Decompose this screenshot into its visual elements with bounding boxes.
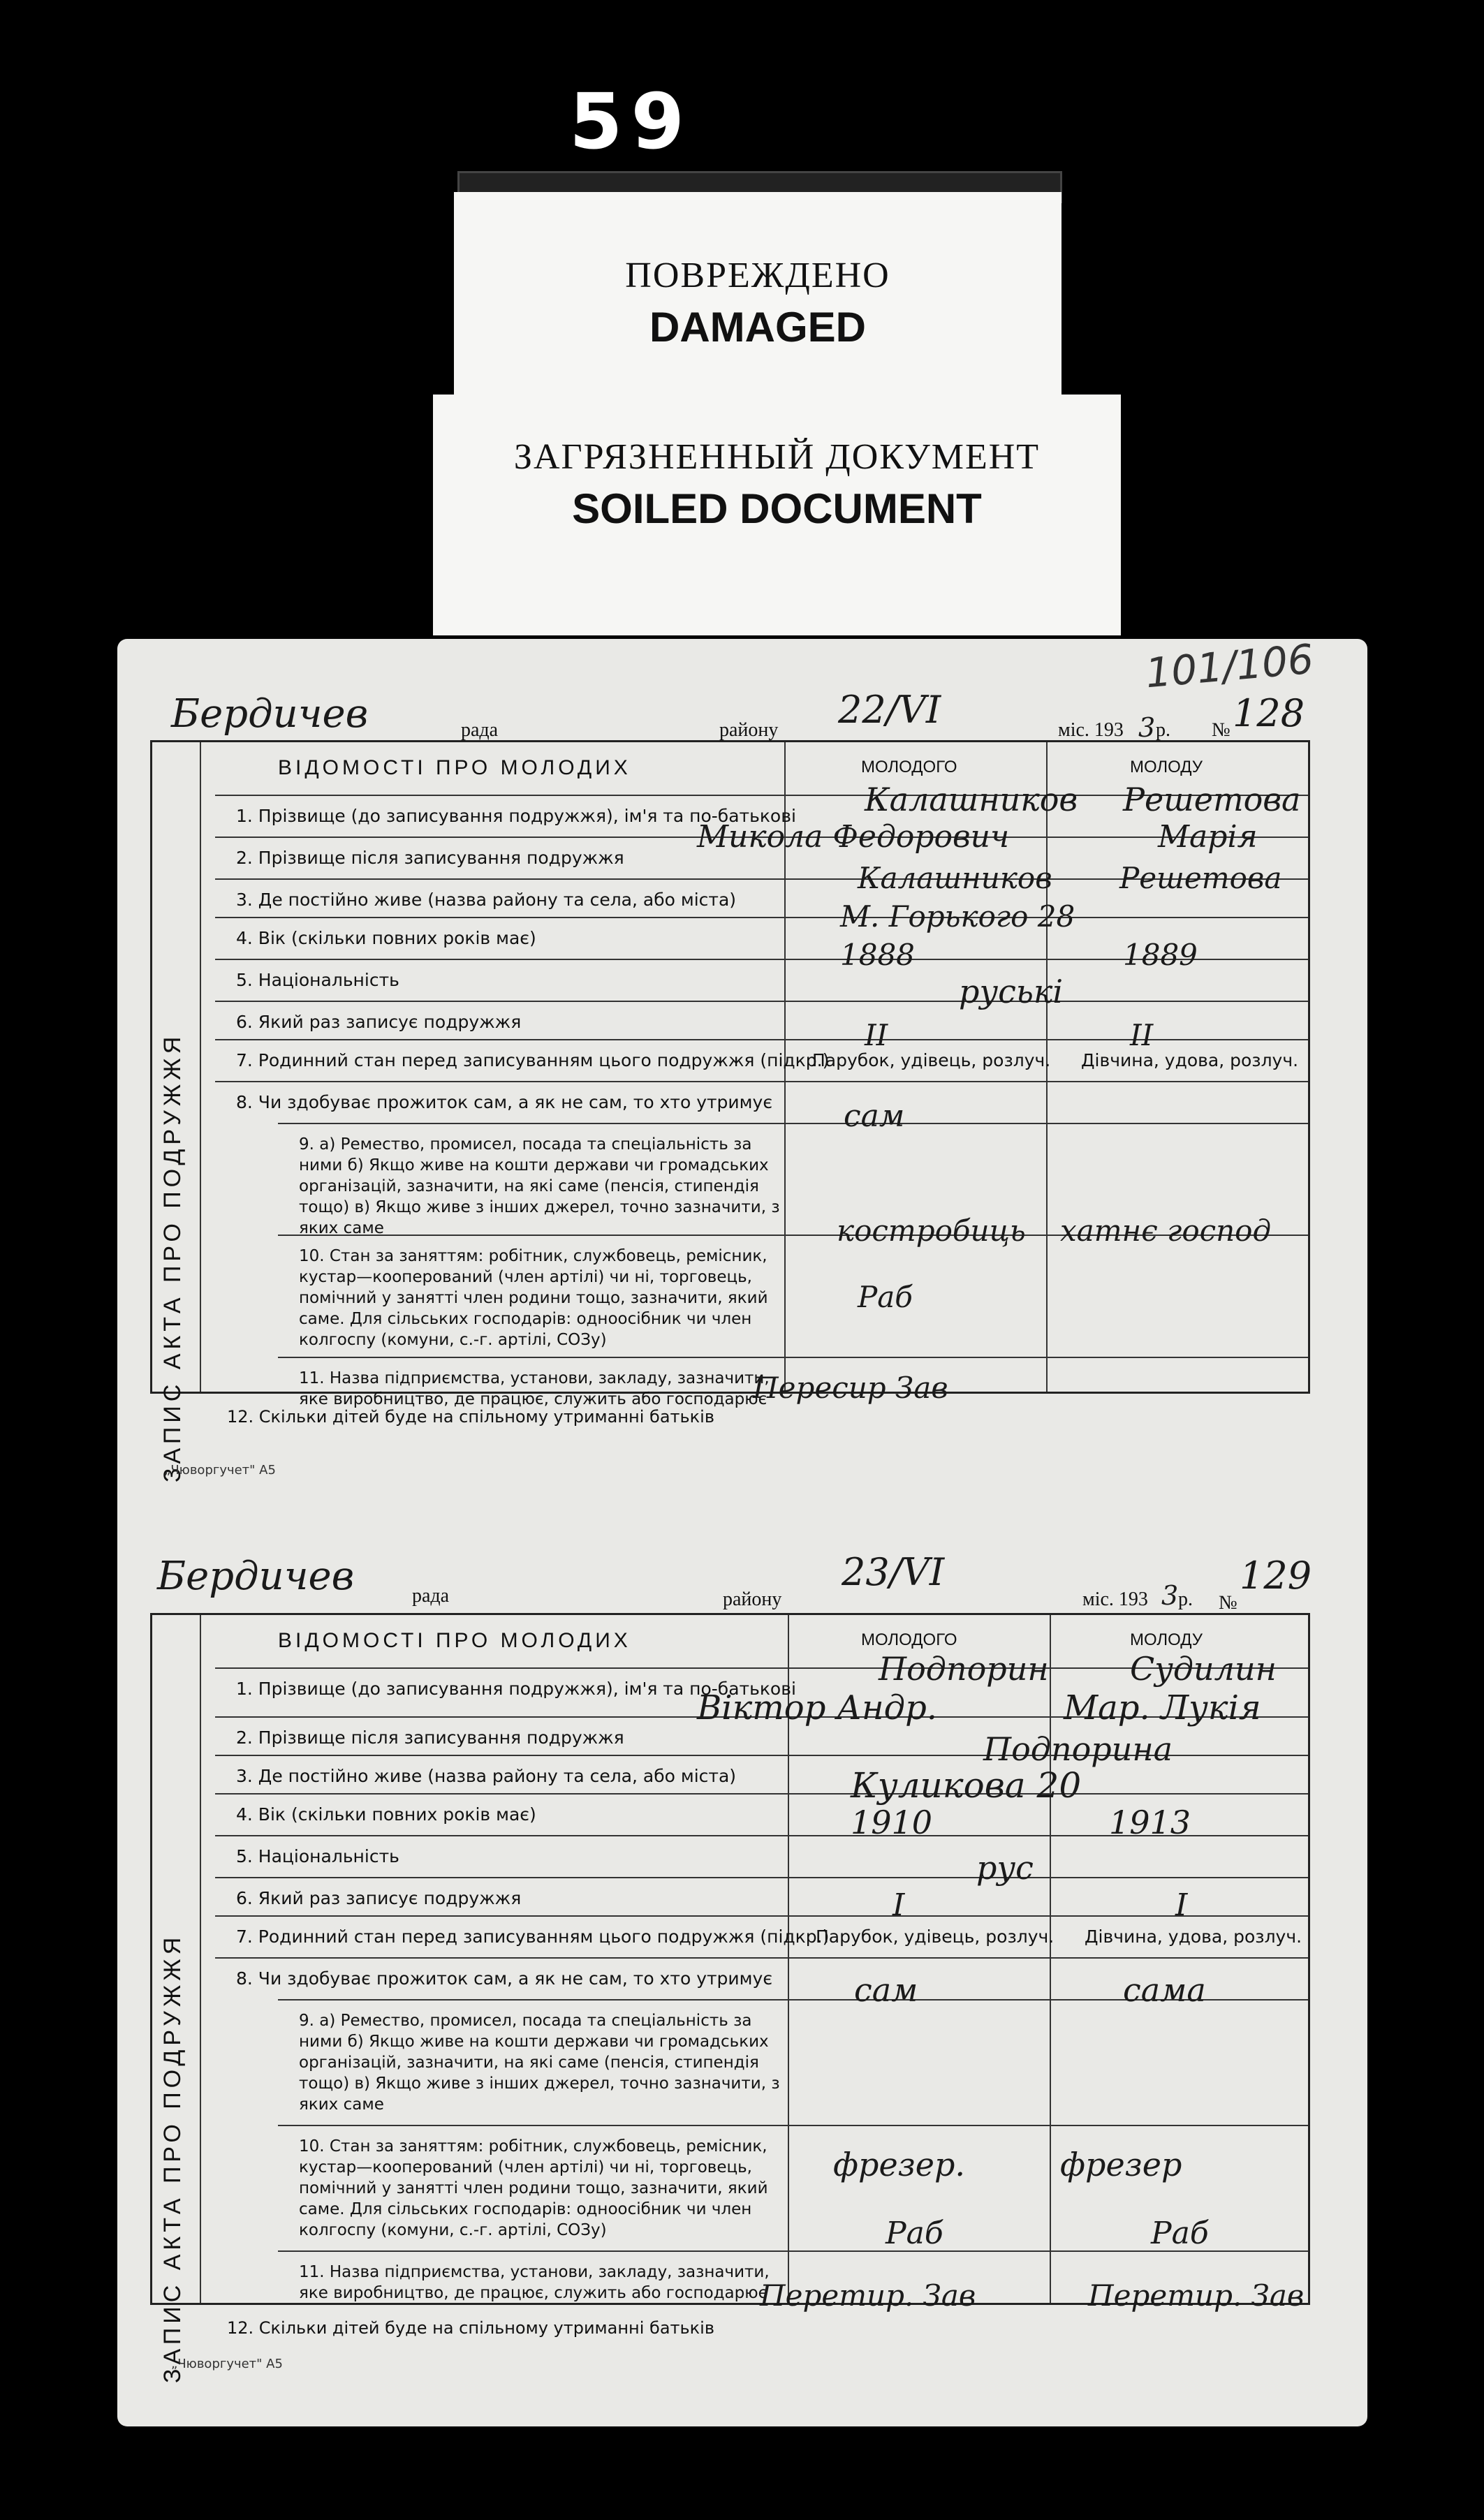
question: 10. Стан за заняттям: робітник, службовець, ремісник, кустар—кооперований (член артілі) чи ні, торговець, помічний у занятті член родини тощо, зазначити, який саме. Для сільських господарів: одноосібник чи член колгоспу (комуни, с.-г. артілі, СОЗу) <box>299 2137 768 2239</box>
question: 1. Прізвище (до записування подружжя), ім'я та по-батькові <box>236 1679 796 1699</box>
row-nationality <box>215 1835 1308 1878</box>
question: 6. Який раз записує подружжя <box>236 1012 522 1032</box>
marital-options-bride: Дівчина, удова, розлуч. <box>1081 1050 1299 1070</box>
rada-name: Бердичев <box>157 1554 355 1599</box>
bride-times: II <box>1130 1018 1154 1052</box>
divider <box>200 742 201 1392</box>
groom-occupation: фрезер. <box>833 2146 966 2183</box>
question: 11. Назва підприємства, установи, закладу, зазначити, яке виробництво, де працює, служить або господарює <box>299 2263 770 2302</box>
nationality: руські <box>959 973 1064 1010</box>
question: 9. а) Ремество, промисел, посада та спеціальність за ними б) Якщо живе на кошти держави чи громадських організацій, зазначити, на які саме (пенсія, стипендія тощо) в) Якщо живе з інших джерел, точно зазначити, з яких саме <box>299 2012 780 2114</box>
nationality: рус <box>976 1849 1034 1887</box>
question: 5. Національність <box>236 1846 399 1866</box>
record-date: 23/VI <box>842 1550 945 1594</box>
year-digit: 3 <box>1161 1580 1179 1611</box>
question: 4. Вік (скільки повних років має) <box>236 928 536 948</box>
row-profession <box>278 1999 1308 2126</box>
section-title: ВІДОМОСТІ ПРО МОЛОДИХ <box>278 756 631 779</box>
soiled-label-card <box>433 395 1121 635</box>
bride-occupation: хатнє господ <box>1060 1214 1272 1248</box>
damaged-label-en: DAMAGED <box>649 304 866 351</box>
groom-given-name: Віктор Андр. <box>697 1688 938 1727</box>
groom-surname: Подпорин <box>879 1650 1049 1688</box>
marital-options-groom: Парубок, удівець, розлуч. <box>812 1050 1051 1070</box>
bride-support: сама <box>1123 1971 1206 2009</box>
row-marital <box>215 1915 1308 1959</box>
bride-surname: Решетова <box>1123 781 1301 818</box>
record-date: 22/VI <box>838 688 941 732</box>
year-suffix: р. <box>1156 719 1170 741</box>
soiled-label-ru: ЗАГРЯЗНЕННЫЙ ДОКУМЕНТ <box>513 437 1041 477</box>
question: 11. Назва підприємства, установи, закладу, зазначити, яке виробництво, де працює, служить або господарює <box>299 1369 770 1408</box>
marriage-record-2 <box>150 1550 1312 2383</box>
question: 8. Чи здобуває прожиток сам, а як не сам, то хто утримує <box>236 1968 773 1989</box>
children-question: 12. Скільки дітей буде на спільному утриманні батьків <box>227 2318 714 2338</box>
damaged-label-ru: ПОВРЕЖДЕНО <box>625 256 890 295</box>
bride-occupation: фрезер <box>1060 2146 1182 2183</box>
raion-label: району <box>719 719 779 741</box>
question: 6. Який раз записує подружжя <box>236 1888 522 1908</box>
record-number: 129 <box>1240 1554 1312 1598</box>
section-title: ВІДОМОСТІ ПРО МОЛОДИХ <box>278 1629 631 1652</box>
column-groom: МОЛОДОГО <box>861 758 957 776</box>
groom-surname-after: Калашников <box>858 861 1052 895</box>
marital-options-groom: Парубок, удівець, розлуч. <box>816 1926 1055 1947</box>
children-question: 12. Скільки дітей буде на спільному утриманні батьків <box>227 1407 714 1427</box>
archive-number: 101/106 <box>1143 635 1316 698</box>
bride-surname-after: Решетова <box>1119 861 1282 895</box>
question: 4. Вік (скільки повних років має) <box>236 1804 536 1825</box>
bride-given-name: Марія <box>1158 819 1258 855</box>
groom-times: I <box>892 1887 905 1923</box>
groom-given-name: Микола Федорович <box>697 819 1010 855</box>
side-title: ЗАПИС АКТА ПРО ПОДРУЖЖЯ <box>159 1032 186 1482</box>
question: 9. а) Ремество, промисел, посада та спеціальність за ними б) Якщо живе на кошти держави чи громадських організацій, зазначити, на які саме (пенсія, стипендія тощо) в) Якщо живе з інших джерел, точно зазначити, з яких саме <box>299 1135 780 1237</box>
bride-given-name: Мар. Лукія <box>1064 1688 1261 1727</box>
question: 5. Національність <box>236 970 399 990</box>
question: 1. Прізвище (до записування подружжя), ім'я та по-батькові <box>236 806 796 826</box>
groom-occupation: костробиць <box>837 1214 1026 1248</box>
year-digit: 3 <box>1138 712 1156 743</box>
question: 2. Прізвище після записування подружжя <box>236 848 624 868</box>
row-support <box>215 1081 1308 1124</box>
year-suffix: р. <box>1178 1589 1193 1610</box>
bride-surname: Судилин <box>1130 1650 1277 1688</box>
bride-status: Раб <box>1151 2216 1209 2251</box>
column-bride: МОЛОДУ <box>1130 1630 1203 1649</box>
row-status <box>278 1235 1308 1358</box>
row-times <box>215 1877 1308 1917</box>
marital-options-bride: Дівчина, удова, розлуч. <box>1085 1926 1302 1947</box>
groom-status: Раб <box>858 1280 913 1314</box>
frame-number: 59 <box>569 77 693 166</box>
damaged-label-card <box>454 192 1061 408</box>
question: 2. Прізвище після записування подружжя <box>236 1727 624 1748</box>
bride-times: I <box>1175 1887 1188 1923</box>
rada-label: рада <box>461 719 499 741</box>
rada-label: рада <box>412 1585 450 1607</box>
groom-surname: Калашников <box>865 781 1078 818</box>
groom-age: 1910 <box>851 1804 933 1841</box>
groom-times: II <box>865 1018 888 1052</box>
groom-age: 1888 <box>840 938 915 972</box>
groom-support: сам <box>854 1971 918 2009</box>
printer-mark: „Чюворгучет" А5 <box>171 2357 283 2371</box>
bride-age: 1889 <box>1123 938 1198 972</box>
address: Куликова 20 <box>851 1765 1082 1806</box>
bride-surname-after: Подпорина <box>983 1730 1173 1768</box>
marriage-record-1 <box>150 688 1309 1482</box>
groom-workplace: Перетир. Зав <box>760 2278 976 2313</box>
month-label: міс. 193 <box>1082 1589 1148 1610</box>
number-label: № <box>1219 1592 1237 1614</box>
question: 10. Стан за заняттям: робітник, службовець, ремісник, кустар—кооперований (член артілі) чи ні, торговець, помічний у занятті член родини тощо, зазначити, який саме. Для сільських господарів: одноосібник чи член колгоспу (комуни, с.-г. артілі, СОЗу) <box>299 1247 768 1349</box>
column-bride: МОЛОДУ <box>1130 758 1203 776</box>
month-label: міс. 193 <box>1058 719 1124 741</box>
soiled-label-en: SOILED DOCUMENT <box>572 485 982 532</box>
raion-label: району <box>723 1589 782 1610</box>
printer-mark: „Чюворгучет" А5 <box>164 1463 276 1478</box>
address: М. Горького 28 <box>840 899 1075 934</box>
number-label: № <box>1212 719 1230 741</box>
bride-age: 1913 <box>1109 1804 1191 1841</box>
question: 3. Де постійно живе (назва району та села, або міста) <box>236 890 737 910</box>
question: 8. Чи здобуває прожиток сам, а як не сам, то хто утримує <box>236 1092 773 1112</box>
record-number: 128 <box>1233 691 1305 735</box>
rada-name: Бердичев <box>171 691 369 737</box>
bride-workplace: Перетир. Зав <box>1088 2278 1305 2313</box>
question: 7. Родинний стан перед записуванням цього подружжя (підкр.) <box>236 1050 830 1070</box>
side-title: ЗАПИС АКТА ПРО ПОДРУЖЖЯ <box>159 1933 186 2383</box>
column-groom: МОЛОДОГО <box>861 1630 957 1649</box>
groom-status: Раб <box>886 2216 943 2251</box>
question: 3. Де постійно живе (назва району та села, або міста) <box>236 1766 737 1786</box>
groom-support: сам <box>844 1098 905 1134</box>
question: 7. Родинний стан перед записуванням цього подружжя (підкр.) <box>236 1926 830 1947</box>
divider <box>200 1615 201 2303</box>
workplace: Пересир Зав <box>753 1371 948 1405</box>
